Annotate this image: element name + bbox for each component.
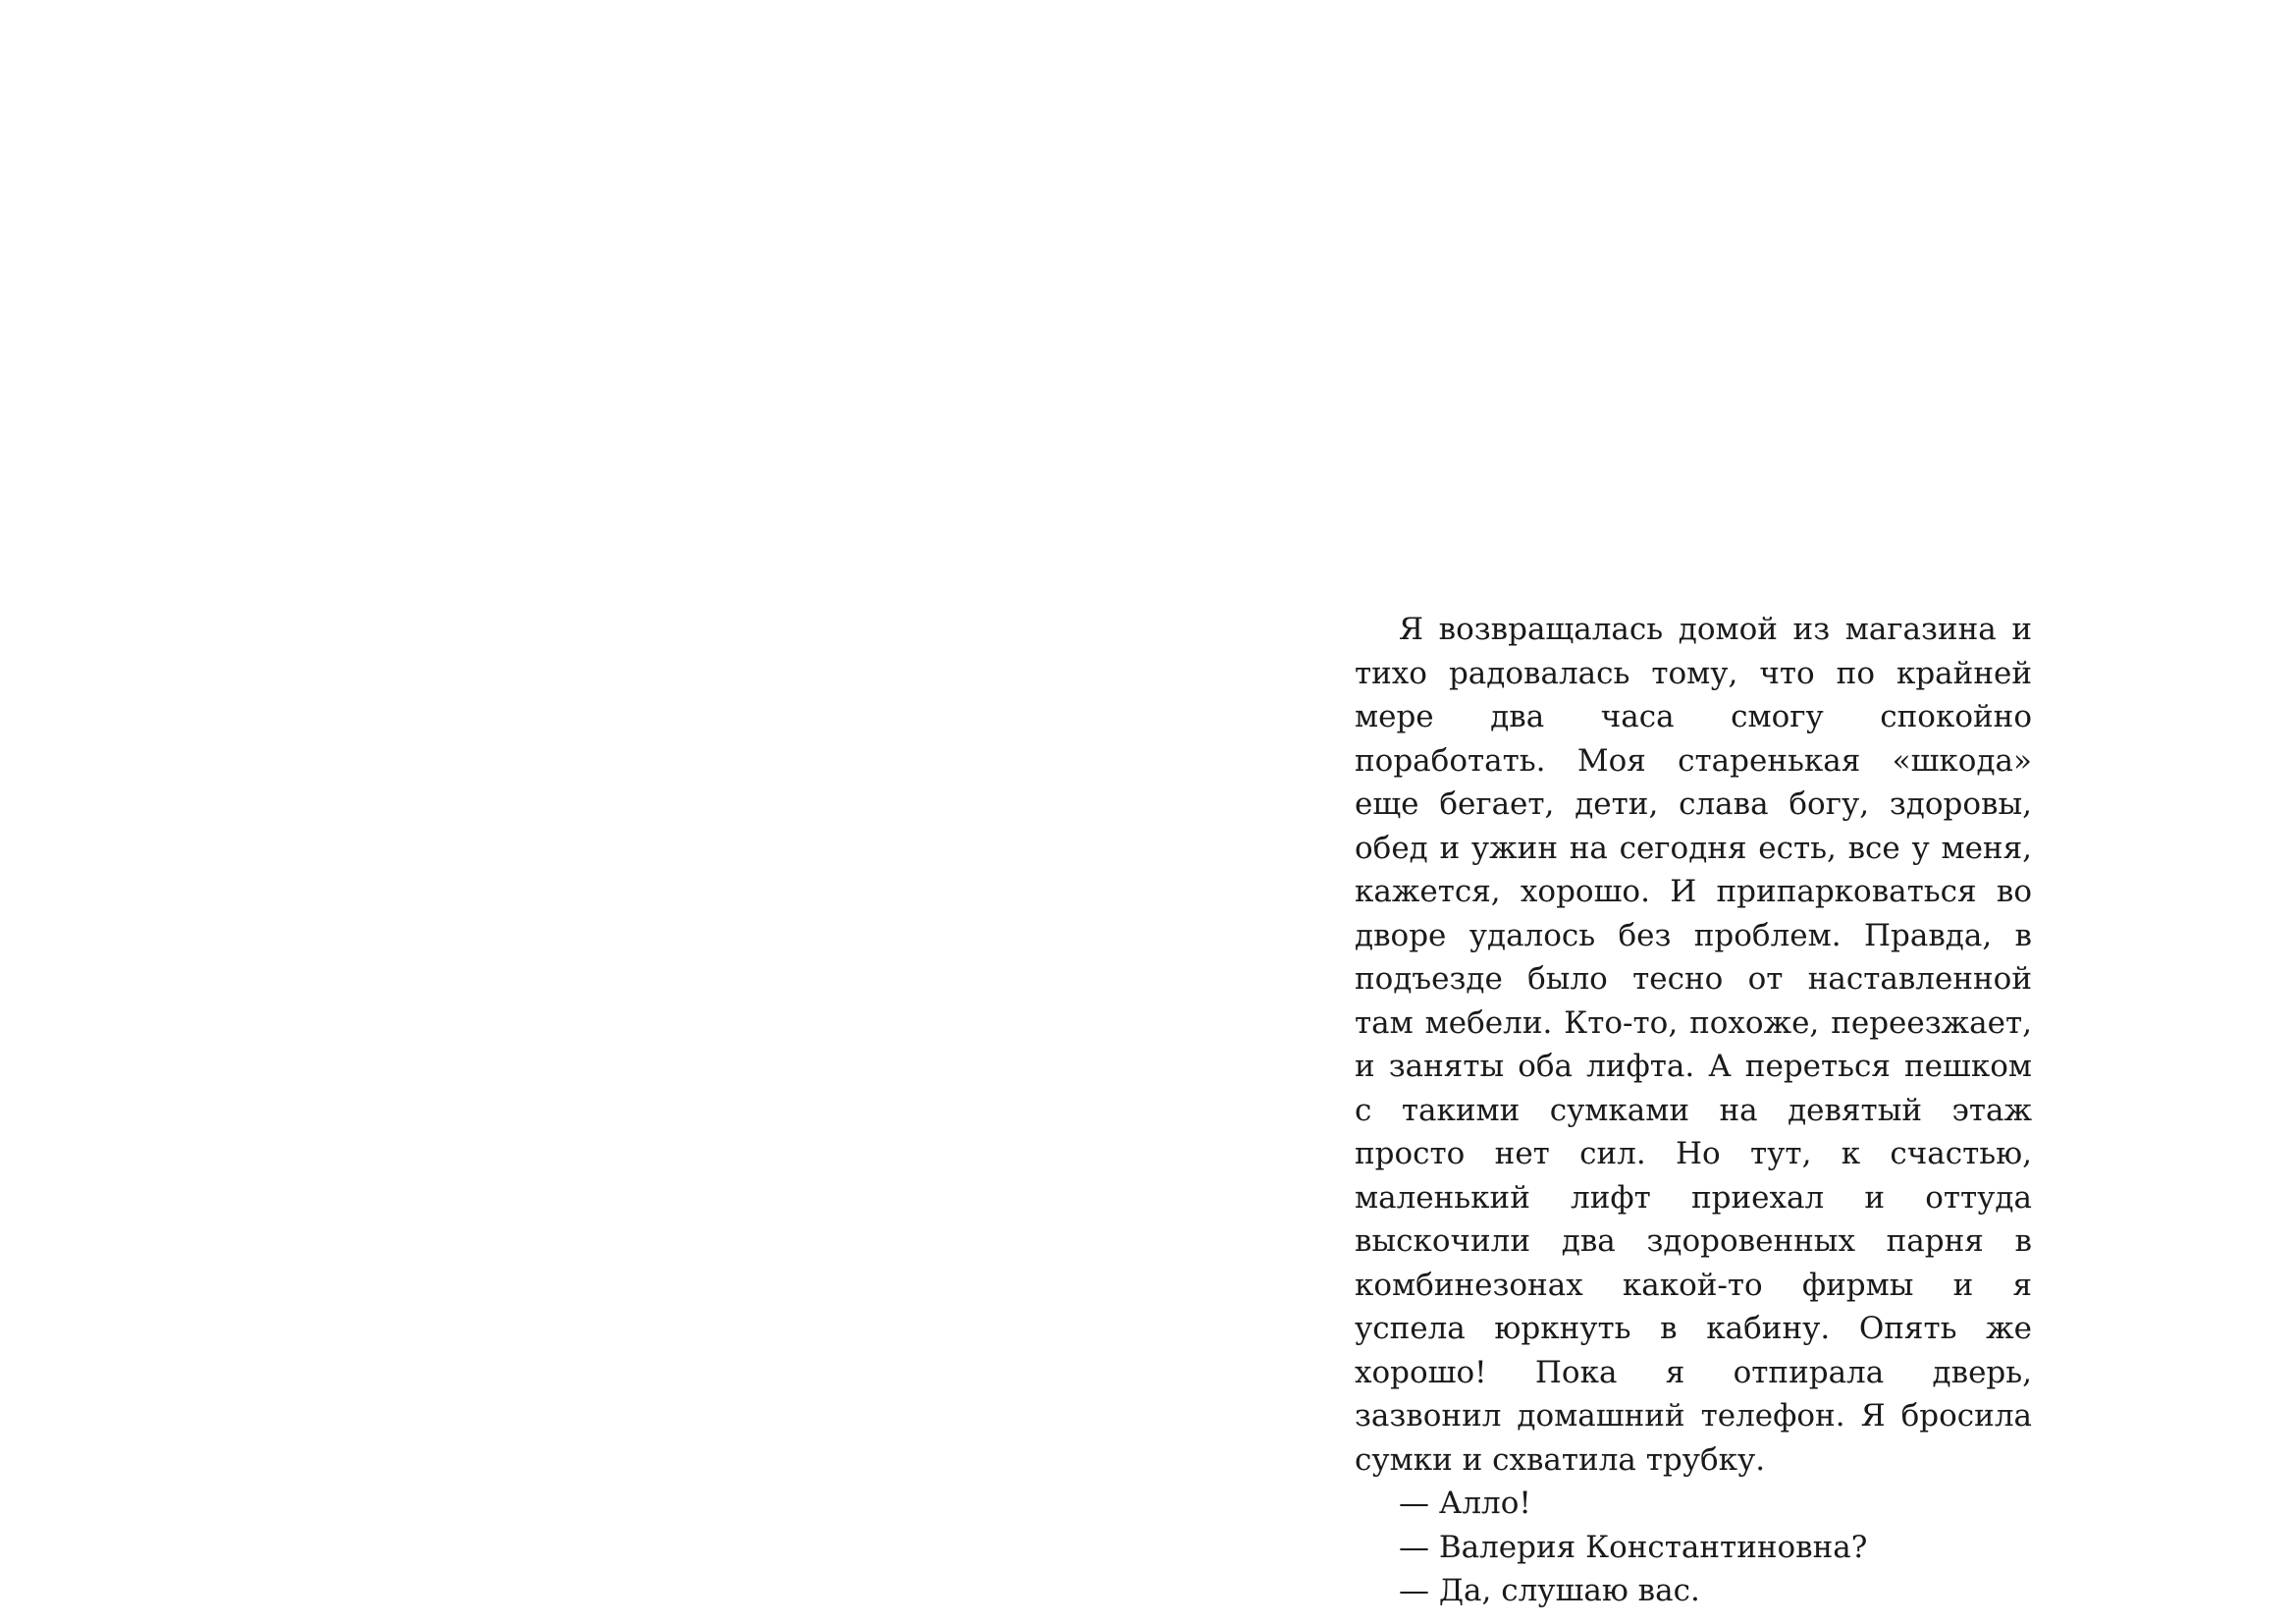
dialog-line: — Алло! <box>1399 1486 1531 1521</box>
opening-paragraph: Я возвращалась домой из магазина и тихо радовалась тому, что по крайней мере два часа смогу спокойно поработать. Моя старенькая «шкода» еще бегает, дети, слава богу, здоровы, обед и ужин на сегодня есть, все у меня, кажется, хорошо. И припарковаться во дворе удалось без проблем. Правда, в подъезде было тесно от наставленной там мебели. Кто-то, похоже, переезжает, и заняты оба лифта. А переться пешком с такими сумками на девятый этаж просто нет сил. Но тут, к счастью, маленький лифт приехал и оттуда выскочили два здоровенных парня в комбинезонах какой-то фирмы и я успела юркнуть в кабину. Опять же хорошо! Пока я отпирала дверь, зазвонил домашний телефон. Я бросила сумки и схватила трубку. <box>1355 612 2032 1478</box>
right-page <box>1148 0 2296 1624</box>
dialog-line: — Да, слушаю вас. <box>1399 1573 1700 1608</box>
dialog-line: — Валерия Константиновна? <box>1399 1529 1868 1565</box>
body-text <box>1355 608 2032 1613</box>
